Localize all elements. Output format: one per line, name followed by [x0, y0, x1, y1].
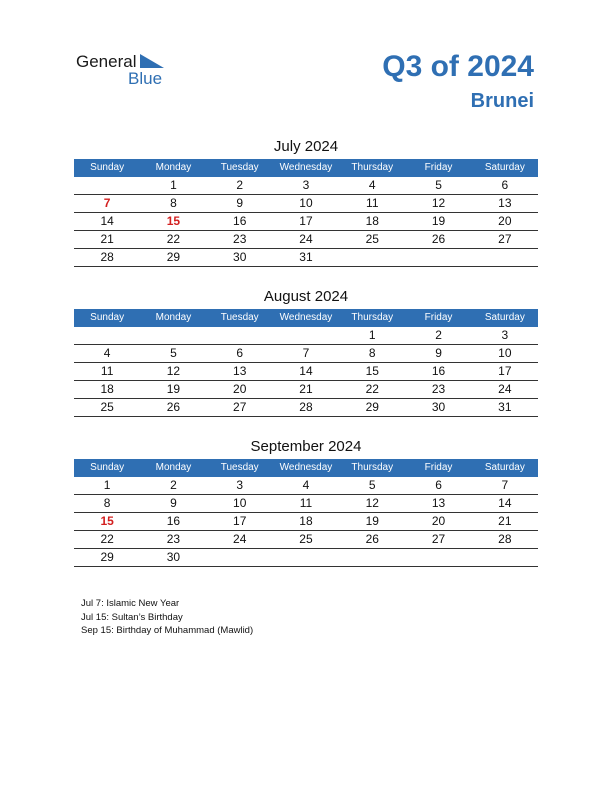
logo-text-blue: Blue [128, 69, 163, 88]
month-calendar-august [74, 286, 538, 417]
date-cell: 11 [100, 364, 114, 378]
date-cell: 11 [366, 196, 379, 210]
weekday-header: Monday [155, 312, 192, 323]
date-cell: 24 [299, 232, 313, 246]
date-cell [273, 327, 339, 344]
date-cell: 3 [501, 328, 509, 342]
holiday-date-cell: 7 [103, 196, 111, 210]
week-row [74, 531, 538, 549]
date-cell: 20 [431, 514, 446, 528]
date-cell: 24 [498, 382, 512, 396]
date-cell: 6 [435, 478, 442, 492]
date-cell: 18 [365, 214, 379, 228]
week-row [74, 249, 538, 267]
weekday-header: Saturday [484, 462, 525, 473]
date-cell: 16 [166, 514, 181, 528]
date-cell: 13 [498, 196, 512, 210]
date-cell: 18 [100, 382, 114, 396]
date-cell: 15 [365, 364, 379, 378]
date-cell: 21 [498, 514, 512, 528]
date-cell: 4 [368, 178, 376, 192]
weekday-header: Friday [424, 162, 453, 173]
date-cell: 27 [498, 232, 512, 246]
week-row [74, 195, 538, 213]
date-cell: 8 [103, 496, 111, 510]
date-cell [273, 549, 339, 566]
date-cell: 12 [365, 496, 379, 510]
holiday-note: Sep 15: Birthday of Muhammad (Mawlid) [81, 625, 254, 636]
date-cell: 25 [365, 232, 379, 246]
weekday-header: Wednesday [279, 312, 333, 323]
date-cell: 17 [233, 514, 247, 528]
date-cell: 29 [100, 550, 114, 564]
date-cell: 1 [103, 478, 111, 492]
date-cell [339, 249, 405, 266]
holiday-note: Jul 7: Islamic New Year [81, 598, 180, 609]
logo-text-general: General [76, 52, 137, 71]
date-cell: 1 [170, 178, 177, 192]
date-cell: 7 [302, 346, 310, 360]
weekday-header-row [74, 459, 538, 477]
date-cell [472, 249, 538, 266]
date-cell: 23 [431, 382, 446, 396]
holiday-notes [81, 597, 253, 638]
date-cell: 27 [233, 400, 247, 414]
date-cell: 2 [435, 328, 442, 342]
date-cell: 23 [166, 532, 181, 546]
date-cell: 22 [166, 232, 181, 246]
date-cell: 5 [435, 178, 442, 192]
date-cell: 31 [498, 400, 512, 414]
weekday-header: Thursday [351, 312, 394, 323]
page-subtitle: Brunei [470, 90, 534, 112]
date-cell: 4 [302, 478, 310, 492]
week-row [74, 381, 538, 399]
date-cell: 24 [233, 532, 247, 546]
date-cell: 22 [365, 382, 379, 396]
date-cell: 12 [431, 196, 446, 210]
date-cell: 14 [498, 496, 512, 510]
weekday-header: Sunday [90, 312, 125, 323]
month-calendar-september [74, 436, 538, 567]
weekday-header: Saturday [484, 162, 525, 173]
week-row [74, 513, 538, 531]
month-title: September 2024 [250, 438, 362, 455]
date-cell: 20 [233, 382, 247, 396]
weekday-header: Tuesday [220, 312, 259, 323]
date-cell: 28 [299, 400, 313, 414]
month-title: July 2024 [273, 138, 339, 155]
date-cell: 5 [368, 478, 376, 492]
weekday-header: Thursday [351, 462, 394, 473]
date-cell: 3 [302, 178, 310, 192]
date-cell: 28 [100, 250, 114, 264]
date-cell [207, 549, 273, 566]
date-cell: 17 [299, 214, 313, 228]
weekday-header: Sunday [90, 462, 125, 473]
date-cell: 21 [100, 232, 114, 246]
date-cell: 6 [236, 346, 244, 360]
weekday-header: Tuesday [220, 162, 259, 173]
weekday-header: Saturday [484, 312, 525, 323]
date-cell: 7 [501, 478, 509, 492]
date-cell [405, 549, 471, 566]
date-cell: 10 [498, 346, 512, 360]
date-cell [74, 327, 140, 344]
date-cell: 29 [365, 400, 379, 414]
weekday-header: Wednesday [279, 462, 333, 473]
date-cell: 9 [435, 346, 442, 360]
date-cell: 17 [498, 364, 512, 378]
holiday-date-cell: 15 [166, 214, 181, 228]
date-cell: 16 [431, 364, 446, 378]
date-cell: 14 [299, 364, 313, 378]
week-row [74, 363, 538, 381]
date-cell [74, 177, 140, 194]
date-cell: 27 [431, 532, 446, 546]
date-cell: 4 [103, 346, 111, 360]
date-cell: 8 [170, 196, 177, 210]
date-cell [339, 549, 405, 566]
date-cell: 25 [100, 400, 114, 414]
week-row [74, 345, 538, 363]
date-cell [472, 549, 538, 566]
month-title: August 2024 [263, 288, 349, 305]
week-row [74, 399, 538, 417]
date-cell: 26 [365, 532, 379, 546]
weekday-header: Wednesday [279, 162, 333, 173]
date-cell: 30 [166, 550, 181, 564]
weekday-header: Sunday [90, 162, 125, 173]
date-cell: 8 [368, 346, 376, 360]
date-cell: 13 [233, 364, 247, 378]
week-row [74, 177, 538, 195]
weekday-header: Thursday [351, 162, 394, 173]
weekday-header-row [74, 159, 538, 177]
holiday-note: Jul 15: Sultan’s Birthday [81, 611, 183, 623]
date-cell: 18 [299, 514, 313, 528]
date-cell: 5 [170, 346, 177, 360]
week-row [74, 477, 538, 495]
week-row [74, 495, 538, 513]
date-cell: 20 [498, 214, 512, 228]
date-cell [140, 327, 206, 344]
weekday-header: Friday [424, 462, 453, 473]
month-calendar-july [74, 136, 538, 267]
date-cell: 6 [501, 178, 509, 192]
date-cell: 14 [100, 214, 114, 228]
week-row [74, 327, 538, 345]
weekday-header: Tuesday [220, 462, 259, 473]
date-cell: 31 [299, 250, 313, 264]
week-row [74, 549, 538, 567]
date-cell: 26 [166, 400, 181, 414]
date-cell: 28 [498, 532, 512, 546]
date-cell: 26 [431, 232, 446, 246]
date-cell [207, 327, 273, 344]
logo-triangle-icon [140, 54, 164, 68]
week-row [74, 213, 538, 231]
date-cell: 16 [233, 214, 247, 228]
holiday-date-cell: 15 [100, 514, 114, 528]
date-cell: 13 [431, 496, 446, 510]
date-cell: 30 [233, 250, 247, 264]
date-cell: 10 [233, 496, 247, 510]
date-cell: 19 [431, 214, 446, 228]
date-cell: 9 [236, 196, 244, 210]
date-cell: 23 [233, 232, 247, 246]
weekday-header-row [74, 309, 538, 327]
date-cell: 9 [170, 496, 177, 510]
date-cell: 10 [299, 196, 313, 210]
date-cell: 29 [166, 250, 181, 264]
generalblue-logo [76, 52, 176, 92]
date-cell: 30 [431, 400, 446, 414]
date-cell: 12 [166, 364, 181, 378]
date-cell: 21 [299, 382, 313, 396]
date-cell: 25 [299, 532, 313, 546]
date-cell: 2 [236, 178, 244, 192]
date-cell: 11 [299, 496, 313, 510]
date-cell: 3 [236, 478, 244, 492]
date-cell: 2 [170, 478, 177, 492]
weekday-header: Monday [155, 462, 192, 473]
weekday-header: Monday [155, 162, 192, 173]
date-cell: 1 [368, 328, 376, 342]
week-row [74, 231, 538, 249]
date-cell [405, 249, 471, 266]
date-cell: 19 [166, 382, 181, 396]
date-cell: 19 [365, 514, 379, 528]
page-title: Q3 of 2024 [382, 50, 534, 83]
date-cell: 22 [100, 532, 114, 546]
weekday-header: Friday [424, 312, 453, 323]
